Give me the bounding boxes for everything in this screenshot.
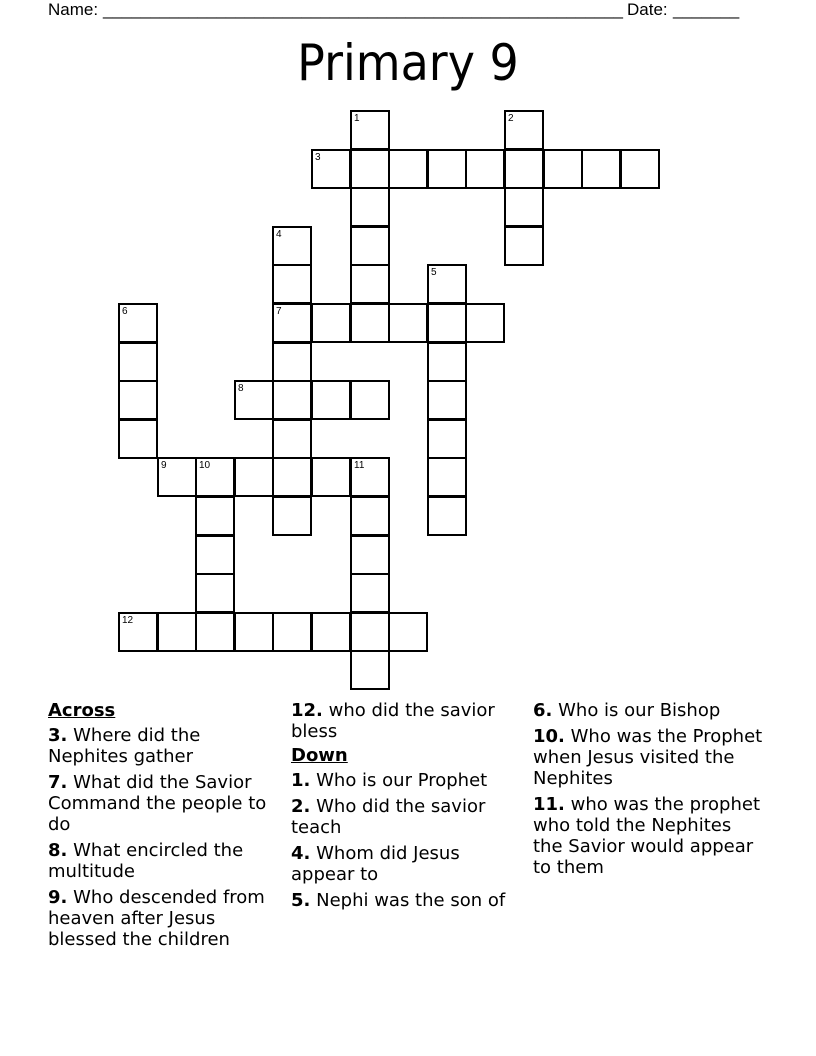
grid-cell[interactable] — [272, 380, 312, 420]
cell-number: 5 — [431, 267, 437, 278]
clue-number: 1. — [291, 770, 311, 791]
clue-text: Who is our Bishop — [558, 700, 721, 721]
grid-cell[interactable] — [350, 573, 390, 613]
clue-number: 2. — [291, 796, 311, 817]
clues-column-2 — [291, 700, 523, 916]
grid-cell[interactable] — [427, 380, 467, 420]
clue-text: who did the savior bless — [291, 700, 495, 742]
clue-text: Who is our Prophet — [316, 770, 488, 791]
grid-cell[interactable] — [350, 149, 390, 189]
clue-text: who was the prophet who told the Nephites the Savior would appear to them — [533, 794, 761, 878]
date-label: Date: — [627, 0, 668, 19]
grid-cell[interactable] — [311, 612, 351, 652]
grid-cell[interactable] — [350, 110, 390, 150]
clue-number: 3. — [48, 725, 68, 746]
clue-text: Who did the savior teach — [291, 796, 486, 838]
grid-cell[interactable] — [118, 303, 158, 343]
grid-cell[interactable] — [504, 187, 544, 227]
clue-down-11 — [533, 794, 765, 878]
clue-text: What encircled the multitude — [48, 840, 244, 882]
name-field[interactable]: _______________________________________________________ — [103, 0, 624, 19]
grid-cell[interactable] — [234, 612, 274, 652]
clue-text: Where did the Nephites gather — [48, 725, 201, 767]
grid-cell[interactable] — [543, 149, 583, 189]
clues-column-3 — [533, 700, 765, 883]
clue-down-5 — [291, 890, 523, 911]
date-field[interactable]: _______ — [673, 0, 740, 19]
grid-cell[interactable] — [350, 457, 390, 497]
grid-cell[interactable] — [388, 612, 428, 652]
cell-number: 12 — [122, 615, 134, 626]
grid-cell[interactable] — [465, 303, 505, 343]
clue-down-10 — [533, 726, 765, 789]
grid-cell[interactable] — [427, 149, 467, 189]
grid-cell[interactable] — [350, 612, 390, 652]
clue-text: Who descended from heaven after Jesus blessed the children — [48, 887, 265, 950]
clue-number: 10. — [533, 726, 565, 747]
grid-cell[interactable] — [311, 380, 351, 420]
grid-cell[interactable] — [272, 457, 312, 497]
clue-text: Whom did Jesus appear to — [291, 843, 460, 885]
grid-cell[interactable] — [195, 612, 235, 652]
grid-cell[interactable] — [350, 303, 390, 343]
grid-cell[interactable] — [272, 264, 312, 304]
clues-column-1 — [48, 700, 280, 955]
cell-number: 10 — [199, 460, 211, 471]
grid-cell[interactable] — [350, 650, 390, 690]
grid-cell[interactable] — [311, 457, 351, 497]
grid-cell[interactable] — [388, 303, 428, 343]
clue-number: 6. — [533, 700, 553, 721]
grid-cell[interactable] — [118, 419, 158, 459]
cell-number: 6 — [122, 306, 128, 317]
grid-cell[interactable] — [195, 535, 235, 575]
clue-number: 5. — [291, 890, 311, 911]
grid-cell[interactable] — [350, 535, 390, 575]
grid-cell[interactable] — [234, 457, 274, 497]
clue-number: 4. — [291, 843, 311, 864]
grid-cell[interactable] — [195, 457, 235, 497]
down-heading: Down — [291, 745, 348, 766]
grid-cell[interactable] — [311, 149, 351, 189]
cell-number: 1 — [354, 113, 360, 124]
grid-cell[interactable] — [504, 226, 544, 266]
clue-number: 12. — [291, 700, 323, 721]
grid-cell[interactable] — [427, 419, 467, 459]
across-heading: Across — [48, 700, 116, 721]
grid-cell[interactable] — [118, 342, 158, 382]
grid-cell[interactable] — [427, 342, 467, 382]
grid-cell[interactable] — [427, 496, 467, 536]
cell-number: 11 — [354, 460, 365, 471]
grid-cell[interactable] — [350, 380, 390, 420]
grid-cell[interactable] — [272, 612, 312, 652]
clue-down-2 — [291, 796, 523, 838]
cell-number: 3 — [315, 152, 321, 163]
name-label: Name: — [48, 0, 99, 19]
grid-cell[interactable] — [427, 303, 467, 343]
grid-cell[interactable] — [195, 573, 235, 613]
page-title: Primary 9 — [297, 34, 519, 92]
grid-cell[interactable] — [234, 380, 274, 420]
clue-down-1 — [291, 770, 523, 791]
grid-cell[interactable] — [195, 496, 235, 536]
clue-across-3 — [48, 725, 280, 767]
cell-number: 9 — [161, 460, 167, 471]
grid-cell[interactable] — [350, 264, 390, 304]
cell-number: 8 — [238, 383, 244, 394]
grid-cell[interactable] — [465, 149, 505, 189]
grid-cell[interactable] — [350, 187, 390, 227]
grid-cell[interactable] — [272, 496, 312, 536]
cell-number: 7 — [276, 306, 282, 317]
grid-cell[interactable] — [350, 496, 390, 536]
clue-down-6 — [533, 700, 765, 721]
grid-cell[interactable] — [581, 149, 621, 189]
grid-cell[interactable] — [620, 149, 660, 189]
grid-cell[interactable] — [272, 226, 312, 266]
grid-cell[interactable] — [157, 612, 197, 652]
clue-text: Who was the Prophet when Jesus visited the Nephites — [533, 726, 763, 789]
cell-number: 4 — [276, 229, 282, 240]
grid-cell[interactable] — [272, 342, 312, 382]
grid-cell[interactable] — [504, 149, 544, 189]
grid-cell[interactable] — [118, 612, 158, 652]
clue-across-12 — [291, 700, 523, 742]
cell-number: 2 — [508, 113, 514, 124]
grid-cell[interactable] — [157, 457, 197, 497]
clue-across-7 — [48, 772, 280, 835]
grid-cell[interactable] — [350, 226, 390, 266]
grid-cell[interactable] — [504, 110, 544, 150]
clue-text: Nephi was the son of — [316, 890, 506, 911]
grid-cell[interactable] — [427, 457, 467, 497]
clue-text: What did the Savior Command the people to do — [48, 772, 267, 835]
clue-number: 11. — [533, 794, 565, 815]
grid-cell[interactable] — [427, 264, 467, 304]
grid-cell[interactable] — [118, 380, 158, 420]
grid-cell[interactable] — [272, 303, 312, 343]
clue-number: 7. — [48, 772, 68, 793]
clue-across-8 — [48, 840, 280, 882]
clue-number: 8. — [48, 840, 68, 861]
grid-cell[interactable] — [272, 419, 312, 459]
clue-down-4 — [291, 843, 523, 885]
clue-across-9 — [48, 887, 280, 950]
grid-cell[interactable] — [388, 149, 428, 189]
clue-number: 9. — [48, 887, 68, 908]
grid-cell[interactable] — [311, 303, 351, 343]
